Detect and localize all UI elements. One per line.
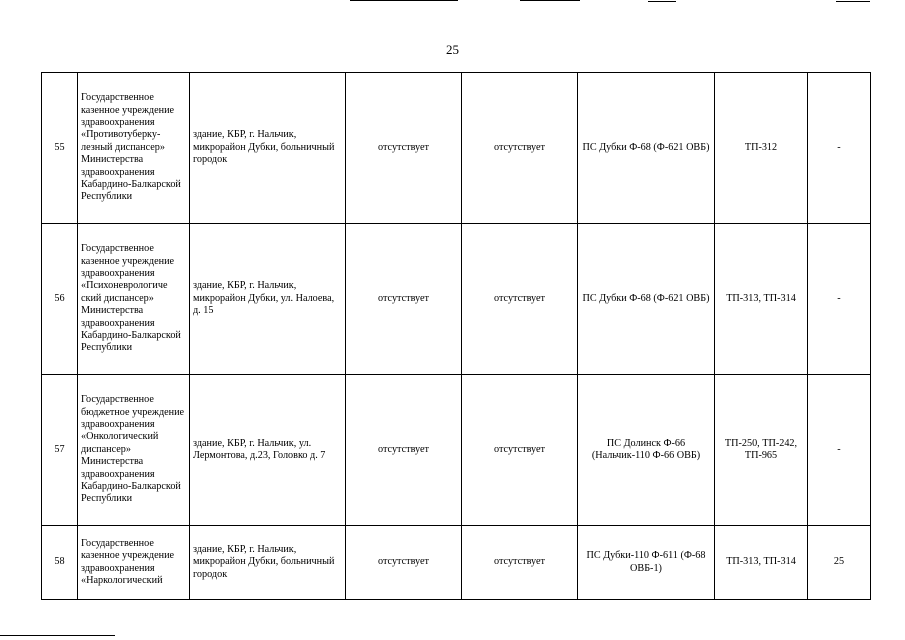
column-4-cell: отсутствует: [346, 73, 462, 224]
address-cell: здание, КБР, г. Нальчик, ул. Лермонтова, д.23, Головко д. 7: [190, 375, 346, 526]
address-cell: здание, КБР, г. Нальчик, микрорайон Дубки, больничный городок: [190, 526, 346, 600]
row-number: 55: [42, 73, 78, 224]
column-5-cell: отсутствует: [462, 375, 578, 526]
tp-cell: ТП-313, ТП-314: [715, 526, 808, 600]
top-rule-4: [836, 1, 870, 2]
tp-cell: ТП-312: [715, 73, 808, 224]
page-number: 25: [446, 42, 459, 57]
column-5-cell: отсутствует: [462, 73, 578, 224]
column-5-cell: отсутствует: [462, 526, 578, 600]
organization-name: Государственное казенное учреждение здравоохранения «Психоневрологиче ский диспансер» Министерства здравоохранения Кабардино-Балкарской Республики: [78, 224, 190, 375]
table-row: [42, 73, 871, 224]
top-rule-1: [350, 0, 458, 1]
substation-cell: ПС Дубки-110 Ф-611 (Ф-68 ОВБ-1): [578, 526, 715, 600]
facilities-table: [41, 72, 871, 600]
tp-cell: ТП-313, ТП-314: [715, 224, 808, 375]
column-5-cell: отсутствует: [462, 224, 578, 375]
last-column-cell: -: [808, 73, 871, 224]
last-column-cell: -: [808, 224, 871, 375]
column-4-cell: отсутствует: [346, 375, 462, 526]
column-4-cell: отсутствует: [346, 224, 462, 375]
top-rule-3: [648, 1, 676, 2]
substation-cell: ПС Дубки Ф-68 (Ф-621 ОВБ): [578, 73, 715, 224]
row-number: 56: [42, 224, 78, 375]
address-cell: здание, КБР, г. Нальчик, микрорайон Дубки, больничный городок: [190, 73, 346, 224]
tp-cell: ТП-250, ТП-242, ТП-965: [715, 375, 808, 526]
table-row: [42, 375, 871, 526]
substation-cell: ПС Долинск Ф-66 (Нальчик-110 Ф-66 ОВБ): [578, 375, 715, 526]
top-rule-2: [520, 0, 580, 1]
bottom-rule: [0, 635, 115, 636]
table-row: [42, 526, 871, 600]
last-column-cell: -: [808, 375, 871, 526]
row-number: 57: [42, 375, 78, 526]
address-cell: здание, КБР, г. Нальчик, микрорайон Дубки, ул. Налоева, д. 15: [190, 224, 346, 375]
table-row: [42, 224, 871, 375]
organization-name: Государственное бюджетное учреждение здравоохранения «Онкологический диспансер» Министерства здравоохранения Кабардино-Балкарской Республики: [78, 375, 190, 526]
last-column-cell: 25: [808, 526, 871, 600]
substation-cell: ПС Дубки Ф-68 (Ф-621 ОВБ): [578, 224, 715, 375]
organization-name: Государственное казенное учреждение здравоохранения «Наркологический: [78, 526, 190, 600]
organization-name: Государственное казенное учреждение здравоохранения «Противотуберку-лезный диспансер» Министерства здравоохранения Кабардино-Балкарской Республики: [78, 73, 190, 224]
row-number: 58: [42, 526, 78, 600]
column-4-cell: отсутствует: [346, 526, 462, 600]
